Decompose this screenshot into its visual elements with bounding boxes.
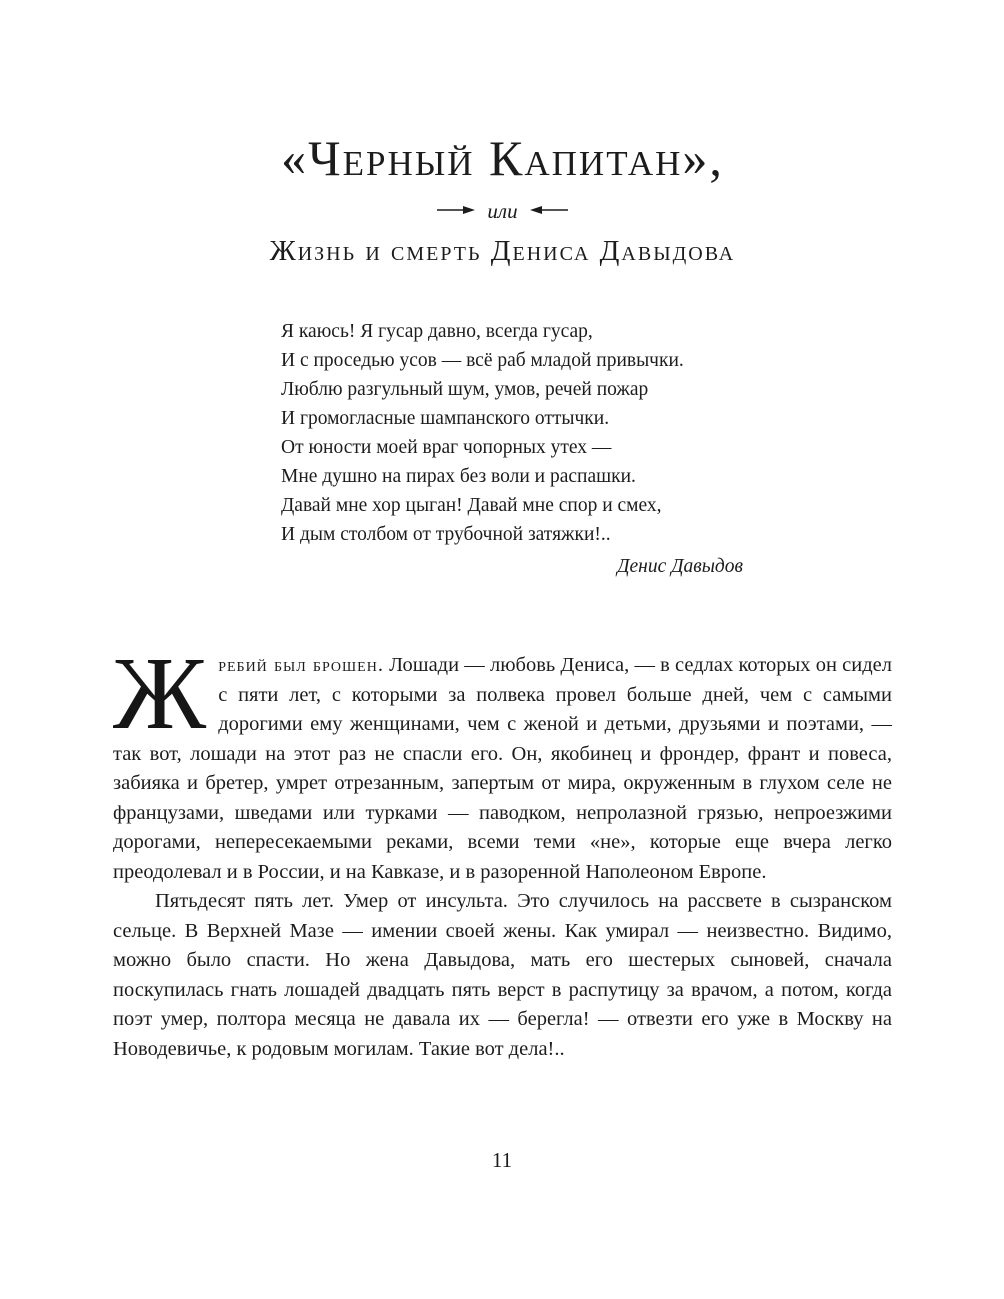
arrow-ornament-left-icon — [437, 202, 475, 220]
epigraph-line: И дым столбом от трубочной затяжки!.. — [281, 524, 611, 546]
divider-word: или — [487, 198, 518, 223]
epigraph-line: Я каюсь! Я гусар давно, всегда гусар, — [281, 321, 593, 343]
paragraph-second: Пятьдесят пять лет. Умер от инсульта. Это случилось на рассвете в сызранском сельце. В Верхней Мазе — имении своей жены. Как умирал — неизвестно. Видимо, можно было спасти. Но жена Давыдова, мать его шестерых сыновей, сначала поскупилась гнать лошадей двадцать пять верст в распутицу за врачом, а потом, когда поэт умер, полтора месяца не давала их — берегла! — отвезти его уже в Москву на Новодевичье, к родовым могилам. Такие вот дела!.. — [113, 890, 892, 1060]
epigraph-line: Люблю разгульный шум, умов, речей пожар — [281, 379, 649, 401]
chapter-header — [113, 132, 892, 267]
lead-in-small-caps: ребий был брошен. — [218, 654, 384, 677]
chapter-divider — [113, 199, 892, 224]
epigraph-line: Мне душно на пирах без воли и распашки. — [281, 466, 636, 488]
page-number: 11 — [491, 1148, 513, 1172]
arrow-ornament-right-icon — [530, 202, 568, 220]
chapter-title: «Черный Капитан», — [281, 130, 724, 186]
paragraph-text: Лошади — любовь Дениса, — в седлах которых он сидел с пяти лет, с которыми за полвека провел больше дней, чем с самыми дорогими ему женщинами, чем с женой и детьми, друзьями и поэтами, — так вот, лошади на этот раз не спасли его. Он, якобинец и фрондер, франт и повеса, забияка и бретер, умрет отрезанным, запертым от мира, окруженным в глухом селе не французами, шведами или турками — паводком, непролазной грязью, непроезжими дорогами, непересекаемыми реками, всеми теми «не», которые еще вчера легко преодолевал и в России, и на Кавказе, и в разоренной Наполеоном Европе. — [113, 654, 893, 883]
body-text — [113, 636, 893, 1064]
epigraph-line: И с проседью усов — всё раб младой привычки. — [281, 350, 684, 372]
epigraph-line: И громогласные шампанского оттычки. — [281, 408, 610, 430]
epigraph-line: От юности моей враг чопорных утех — — [281, 437, 612, 459]
drop-cap: Ж — [113, 636, 207, 752]
chapter-subtitle: Жизнь и смерть Дениса Давыдова — [269, 234, 736, 267]
epigraph-line: Давай мне хор цыган! Давай мне спор и смех, — [281, 495, 662, 517]
epigraph-attribution: Денис Давыдов — [617, 556, 743, 578]
epigraph — [281, 317, 743, 581]
paragraph-first — [113, 636, 893, 887]
